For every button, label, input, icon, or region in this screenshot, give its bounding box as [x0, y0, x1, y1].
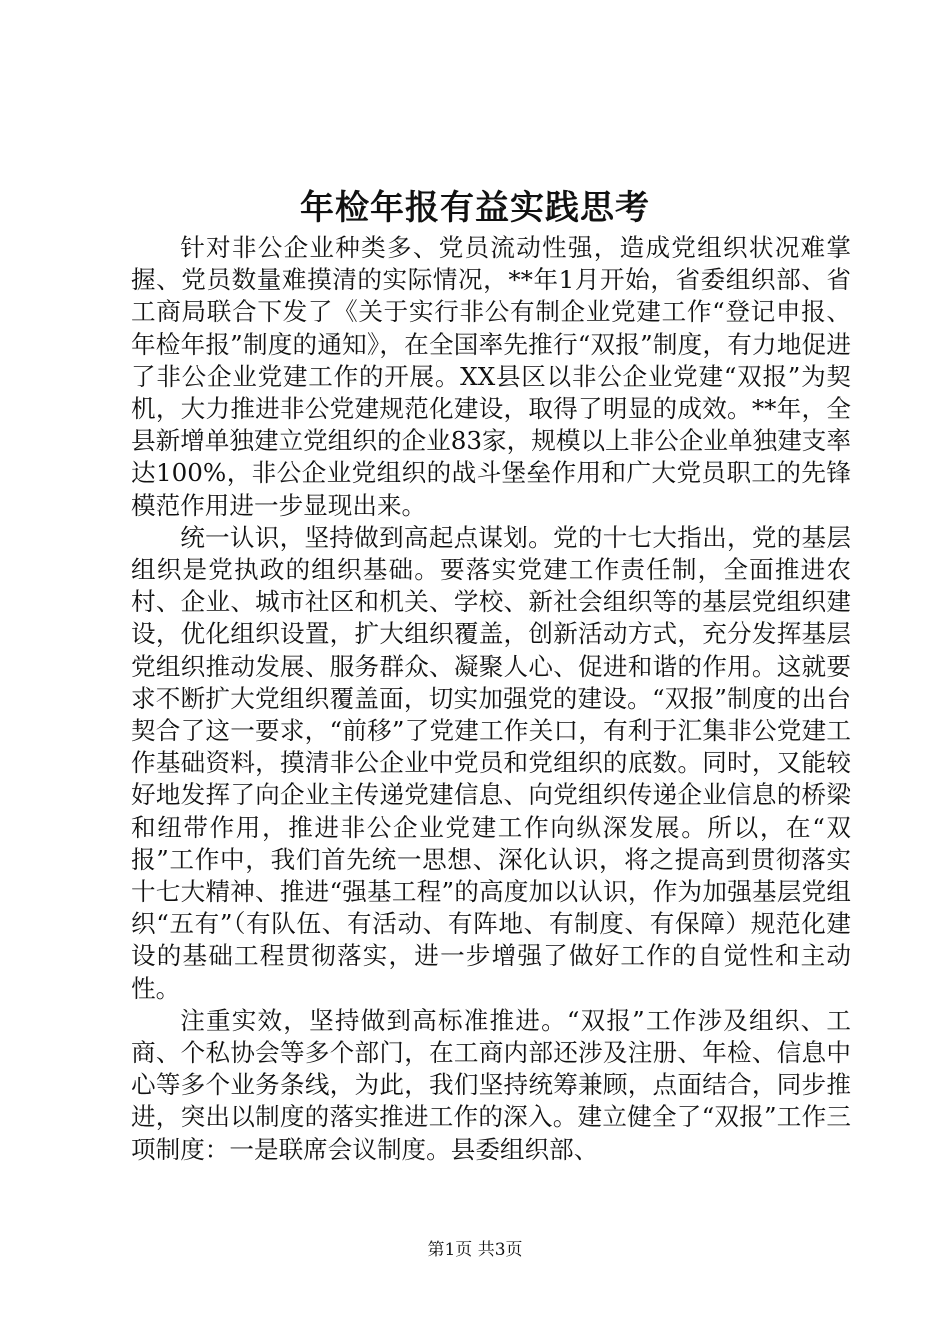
- paragraph-2: 统一认识，坚持做到高起点谋划。党的十七大指出，党的基层组织是党执政的组织基础。要落实党建工作责任制，全面推进农村、企业、城市社区和机关、学校、新社会组织等的基层党组织建设，优化组织设置，扩大组织覆盖，创新活动方式，充分发挥基层党组织推动发展、服务群众、凝聚人心、促进和谐的作用。这就要求不断扩大党组织覆盖面，切实加强党的建设。“双报”制度的出台契合了这一要求，“前移”了党建工作关口，有利于汇集非公党建工作基础资料，摸清非公企业中党员和党组织的底数。同时，又能较好地发挥了向企业主传递党建信息、向党组织传递企业信息的桥梁和纽带作用，推进非公企业党建工作向纵深发展。所以，在“双报”工作中，我们首先统一思想、深化认识，将之提高到贯彻落实十七大精神、推进“强基工程”的高度加以认识，作为加强基层党组织“五有”（有队伍、有活动、有阵地、有制度、有保障）规范化建设的基础工程贯彻落实，进一步增强了做好工作的自觉性和主动性。: [131, 522, 851, 1003]
- page-number-footer: 第1页 共3页: [427, 1240, 523, 1260]
- document-body: [131, 232, 851, 1166]
- paragraph-3: 注重实效，坚持做到高标准推进。“双报”工作涉及组织、工商、个私协会等多个部门，在工商内部还涉及注册、年检、信息中心等多个业务条线，为此，我们坚持统筹兼顾，点面结合，同步推进，突出以制度的落实推进工作的深入。建立健全了“双报”工作三项制度：一是联席会议制度。县委组织部、: [131, 1005, 851, 1164]
- document-title: 年检年报有益实践思考: [300, 188, 650, 228]
- paragraph-1: 针对非公企业种类多、党员流动性强，造成党组织状况难掌握、党员数量难摸清的实际情况，**年1月开始，省委组织部、省工商局联合下发了《关于实行非公有制企业党建工作“登记申报、年检年报”制度的通知》，在全国率先推行“双报”制度，有力地促进了非公企业党建工作的开展。XX县区以非公企业党建“双报”为契机，大力推进非公党建规范化建设，取得了明显的成效。**年，全县新增单独建立党组织的企业83家，规模以上非公企业单独建支率达100%，非公企业党组织的战斗堡垒作用和广大党员职工的先锋模范作用进一步显现出来。: [131, 233, 851, 520]
